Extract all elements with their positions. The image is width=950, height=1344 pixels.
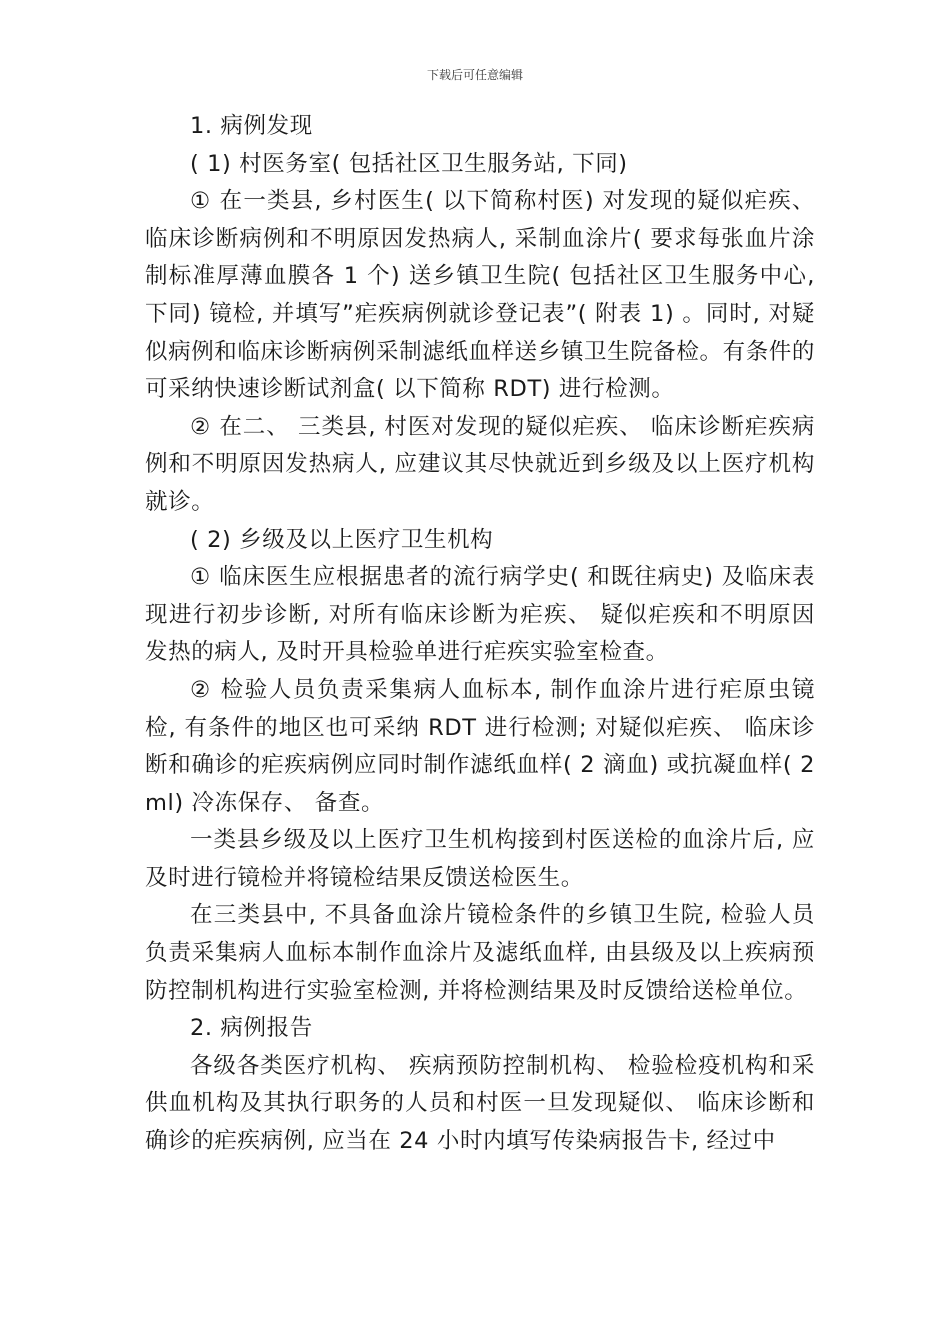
page-header: 下载后可任意编辑 <box>426 68 523 82</box>
paragraph-lab-staff: ② 检验人员负责采集病人血标本, 制作血涂片进行疟原虫镜检, 有条件的地区也可采纳 RDT 进行检测; 对疑似疟疾、 临床诊断和确诊的疟疾病例应同时制作滤纸血样( 2 滴血) 或抗凝血样( 2ml) 冷冻保存、 备查。 <box>145 676 815 816</box>
paragraph-reporting-requirement: 各级各类医疗机构、 疾病预防控制机构、 检验检疫机构和采供血机构及其执行职务的人员和村医一旦发现疑似、 临床诊断和确诊的疟疾病例, 应当在 24 小时内填写传染病报告卡, 经过中 <box>145 1052 815 1155</box>
paragraph-class-one-county: ① 在一类县, 乡村医生( 以下简称村医) 对发现的疑似疟疾、 临床诊断病例和不明原因发热病人, 采制血涂片( 要求每张血片涂制标准厚薄血膜各 1 个) 送乡镇卫生院( 包括社区卫生服务中心, 下同) 镜检, 并填写”疟疾病例就诊登记表”( 附表 1) 。同时, 对疑似病例和临床诊断病例采制滤纸血样送乡镇卫生院备检。有条件的可采纳快速诊断试剂盒( 以下简称 RDT) 进行检测。 <box>145 188 815 403</box>
paragraph-class-two-three-county: ② 在二、 三类县, 村医对发现的疑似疟疾、 临床诊断疟疾病例和不明原因发热病人, 应建议其尽快就近到乡级及以上医疗机构就诊。 <box>145 413 815 515</box>
section-heading-case-detection: 1. 病例发现 <box>190 113 313 139</box>
document-body <box>145 108 815 1161</box>
paragraph-clinical-doctor: ① 临床医生应根据患者的流行病学史( 和既往病史) 及临床表现进行初步诊断, 对所有临床诊断为疟疾、 疑似疟疾和不明原因发热的病人, 及时开具检验单进行疟疾实验室检查。 <box>145 564 815 666</box>
subsection-heading-village-clinic: ( 1) 村医务室( 包括社区卫生服务站, 下同) <box>190 150 628 177</box>
section-heading-case-report: 2. 病例报告 <box>190 1015 313 1042</box>
paragraph-class-three-county-lab: 在三类县中, 不具备血涂片镜检条件的乡镇卫生院, 检验人员负责采集病人血标本制作血涂片及滤纸血样, 由县级及以上疾病预防控制机构进行实验室检测, 并将检测结果及时反馈给送检单位。 <box>145 902 815 1004</box>
paragraph-feedback: 一类县乡级及以上医疗卫生机构接到村医送检的血涂片后, 应及时进行镜检并将镜检结果反馈送检医生。 <box>145 827 815 891</box>
subsection-heading-township-institutions: ( 2) 乡级及以上医疗卫生机构 <box>190 526 494 553</box>
